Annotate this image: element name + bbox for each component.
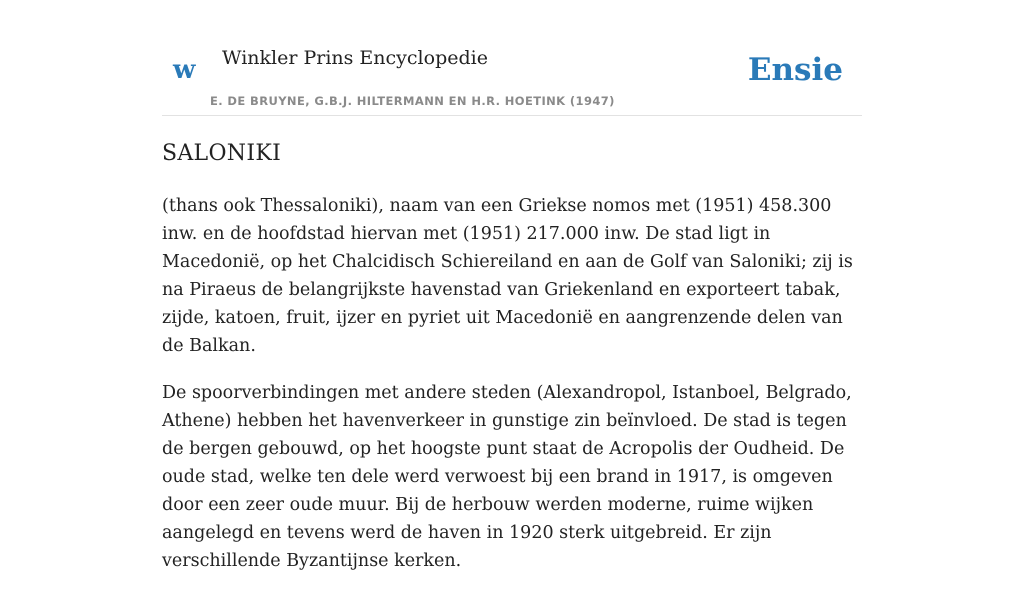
ensie-logo[interactable]: Ensie — [747, 52, 843, 88]
header-divider — [162, 115, 862, 116]
winkler-prins-logo-icon[interactable]: w — [173, 55, 196, 85]
publication-title[interactable]: Winkler Prins Encyclopedie — [222, 47, 488, 69]
article-headword: SALONIKI — [162, 141, 282, 166]
article-body — [162, 192, 864, 594]
article-paragraph: (thans ook Thessaloniki), naam van een Griekse nomos met (1951) 458.300 inw. en de hoofdstad hiervan met (1951) 217.000 inw. De stad ligt in Macedonië, op het Chalcidisch Schiereiland en aan de Golf van Saloniki; zij is na Piraeus de belangrijkste havenstad van Griekenland en exporteert tabak, zijde, katoen, fruit, ijzer en pyriet uit Macedonië en aangrenzende delen van de Balkan. — [162, 196, 853, 356]
publication-authors: E. DE BRUYNE, G.B.J. HILTERMANN EN H.R. HOETINK (1947) — [210, 94, 615, 108]
article-paragraph: De spoorverbindingen met andere steden (Alexandropol, Istanboel, Belgrado, Athene) hebben het havenverkeer in gunstige zin beïnvloed. De stad is tegen de bergen gebouwd, op het hoogste punt staat de Acropolis der Oudheid. De oude stad, welke ten dele werd verwoest bij een brand in 1917, is omgeven door een zeer oude muur. Bij de herbouw werden moderne, ruime wijken aangelegd en tevens werd de haven in 1920 sterk uitgebreid. Er zijn verschillende Byzantijnse kerken. — [162, 383, 852, 571]
